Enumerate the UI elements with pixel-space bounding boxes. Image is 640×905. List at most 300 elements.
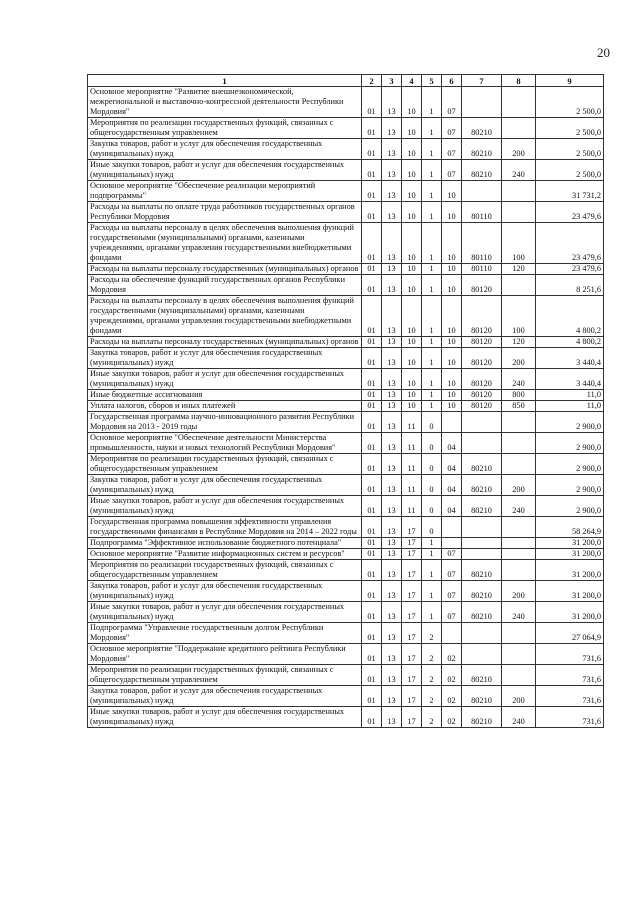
activity-code-cell: 02 (442, 686, 462, 707)
item-name-cell: Основное мероприятие "Развитие внешнеэкономической, межрегиональной и выставочно-конгрессной деятельности Республики Мордовия" (88, 87, 362, 118)
section-code-cell: 01 (362, 275, 382, 296)
expense-type-code-cell (502, 538, 536, 549)
subprogram-code-cell: 1 (422, 401, 442, 412)
direction-code-cell (462, 538, 502, 549)
item-name-cell: Иные закупки товаров, работ и услуг для обеспечения государственных (муниципальных) нужд (88, 602, 362, 623)
activity-code-cell: 07 (442, 602, 462, 623)
amount-cell: 23 479,6 (536, 264, 604, 275)
activity-code-cell: 07 (442, 160, 462, 181)
activity-code-cell: 10 (442, 390, 462, 401)
item-name-cell: Иные бюджетные ассигнования (88, 390, 362, 401)
budget-table (87, 74, 604, 728)
subprogram-code-cell: 1 (422, 348, 442, 369)
subprogram-code-cell: 1 (422, 296, 442, 337)
column-header-5: 5 (422, 75, 442, 87)
section-code-cell: 01 (362, 581, 382, 602)
table-row (88, 401, 604, 412)
section-code-cell: 01 (362, 223, 382, 264)
column-header-1: 1 (88, 75, 362, 87)
item-name-cell: Основное мероприятие "Поддержание кредитного рейтинга Республики Мордовия" (88, 644, 362, 665)
expense-type-code-cell: 100 (502, 296, 536, 337)
subprogram-code-cell: 1 (422, 369, 442, 390)
page-number: 20 (597, 45, 610, 60)
item-name-cell: Расходы на выплаты персоналу государственных (муниципальных) органов (88, 264, 362, 275)
activity-code-cell: 10 (442, 296, 462, 337)
table-row (88, 202, 604, 223)
program-code-cell: 11 (402, 412, 422, 433)
subprogram-code-cell: 0 (422, 412, 442, 433)
subsection-code-cell: 13 (382, 118, 402, 139)
activity-code-cell (442, 412, 462, 433)
direction-code-cell: 80120 (462, 401, 502, 412)
amount-cell: 8 251,6 (536, 275, 604, 296)
amount-cell: 27 064,9 (536, 623, 604, 644)
section-code-cell: 01 (362, 454, 382, 475)
section-code-cell: 01 (362, 369, 382, 390)
subprogram-code-cell: 1 (422, 275, 442, 296)
table-row (88, 87, 604, 118)
activity-code-cell: 10 (442, 369, 462, 390)
section-code-cell: 01 (362, 160, 382, 181)
amount-cell: 2 900,0 (536, 496, 604, 517)
expense-type-code-cell: 200 (502, 581, 536, 602)
subprogram-code-cell: 0 (422, 475, 442, 496)
expense-type-code-cell: 240 (502, 496, 536, 517)
program-code-cell: 10 (402, 223, 422, 264)
amount-cell: 2 900,0 (536, 454, 604, 475)
expense-type-code-cell (502, 644, 536, 665)
activity-code-cell (442, 517, 462, 538)
expense-type-code-cell: 200 (502, 686, 536, 707)
activity-code-cell: 04 (442, 475, 462, 496)
section-code-cell: 01 (362, 665, 382, 686)
amount-cell: 2 900,0 (536, 412, 604, 433)
item-name-cell: Мероприятия по реализации государственных функций, связанных с общегосударственным управлением (88, 118, 362, 139)
column-header-9: 9 (536, 75, 604, 87)
expense-type-code-cell: 240 (502, 707, 536, 728)
subprogram-code-cell: 1 (422, 549, 442, 560)
table-row (88, 644, 604, 665)
program-code-cell: 17 (402, 665, 422, 686)
section-code-cell: 01 (362, 390, 382, 401)
item-name-cell: Мероприятия по реализации государственных функций, связанных с общегосударственным управлением (88, 454, 362, 475)
section-code-cell: 01 (362, 202, 382, 223)
table-row (88, 433, 604, 454)
subprogram-code-cell: 0 (422, 517, 442, 538)
section-code-cell: 01 (362, 623, 382, 644)
item-name-cell: Основное мероприятие "Развитие информационных систем и ресурсов" (88, 549, 362, 560)
activity-code-cell: 07 (442, 549, 462, 560)
program-code-cell: 17 (402, 560, 422, 581)
program-code-cell: 10 (402, 390, 422, 401)
amount-cell: 31 200,0 (536, 538, 604, 549)
activity-code-cell (442, 623, 462, 644)
program-code-cell: 17 (402, 644, 422, 665)
direction-code-cell: 80210 (462, 496, 502, 517)
direction-code-cell: 80120 (462, 275, 502, 296)
item-name-cell: Мероприятия по реализации государственных функций, связанных с общегосударственным управлением (88, 665, 362, 686)
program-code-cell: 17 (402, 549, 422, 560)
column-header-2: 2 (362, 75, 382, 87)
item-name-cell: Основное мероприятие "Обеспечение реализации мероприятий подпрограммы" (88, 181, 362, 202)
subsection-code-cell: 13 (382, 707, 402, 728)
expense-type-code-cell: 240 (502, 160, 536, 181)
subprogram-code-cell: 2 (422, 623, 442, 644)
column-header-3: 3 (382, 75, 402, 87)
header-row (88, 75, 604, 87)
subprogram-code-cell: 1 (422, 87, 442, 118)
section-code-cell: 01 (362, 412, 382, 433)
subprogram-code-cell: 2 (422, 707, 442, 728)
section-code-cell: 01 (362, 139, 382, 160)
section-code-cell: 01 (362, 433, 382, 454)
subsection-code-cell: 13 (382, 686, 402, 707)
program-code-cell: 17 (402, 517, 422, 538)
subprogram-code-cell: 1 (422, 560, 442, 581)
table-row (88, 538, 604, 549)
direction-code-cell: 80110 (462, 223, 502, 264)
direction-code-cell: 80210 (462, 139, 502, 160)
direction-code-cell: 80210 (462, 160, 502, 181)
program-code-cell: 10 (402, 160, 422, 181)
item-name-cell: Иные закупки товаров, работ и услуг для обеспечения государственных (муниципальных) нужд (88, 707, 362, 728)
subsection-code-cell: 13 (382, 87, 402, 118)
activity-code-cell: 10 (442, 337, 462, 348)
section-code-cell: 01 (362, 644, 382, 665)
direction-code-cell: 80120 (462, 390, 502, 401)
amount-cell: 31 200,0 (536, 602, 604, 623)
activity-code-cell: 10 (442, 348, 462, 369)
direction-code-cell: 80210 (462, 454, 502, 475)
expense-type-code-cell: 240 (502, 369, 536, 390)
subsection-code-cell: 13 (382, 202, 402, 223)
section-code-cell: 01 (362, 549, 382, 560)
direction-code-cell: 80210 (462, 602, 502, 623)
subsection-code-cell: 13 (382, 296, 402, 337)
table-row (88, 337, 604, 348)
expense-type-code-cell (502, 623, 536, 644)
subsection-code-cell: 13 (382, 433, 402, 454)
activity-code-cell: 02 (442, 665, 462, 686)
table-row (88, 412, 604, 433)
amount-cell: 2 500,0 (536, 118, 604, 139)
item-name-cell: Закупка товаров, работ и услуг для обеспечения государственных (муниципальных) нужд (88, 475, 362, 496)
column-header-4: 4 (402, 75, 422, 87)
section-code-cell: 01 (362, 87, 382, 118)
subsection-code-cell: 13 (382, 348, 402, 369)
direction-code-cell: 80110 (462, 264, 502, 275)
expense-type-code-cell: 200 (502, 475, 536, 496)
item-name-cell: Уплата налогов, сборов и иных платежей (88, 401, 362, 412)
activity-code-cell: 10 (442, 264, 462, 275)
subsection-code-cell: 13 (382, 369, 402, 390)
subprogram-code-cell: 2 (422, 644, 442, 665)
amount-cell: 3 440,4 (536, 348, 604, 369)
amount-cell: 31 200,0 (536, 560, 604, 581)
amount-cell: 731,6 (536, 644, 604, 665)
subsection-code-cell: 13 (382, 401, 402, 412)
activity-code-cell: 04 (442, 496, 462, 517)
subprogram-code-cell: 1 (422, 202, 442, 223)
item-name-cell: Расходы на выплаты по оплате труда работников государственных органов Республики Мордовия (88, 202, 362, 223)
table-row (88, 296, 604, 337)
section-code-cell: 01 (362, 602, 382, 623)
item-name-cell: Подпрограмма "Управление государственным долгом Республики Мордовия" (88, 623, 362, 644)
table-row (88, 139, 604, 160)
activity-code-cell: 10 (442, 223, 462, 264)
subsection-code-cell: 13 (382, 275, 402, 296)
table-row (88, 390, 604, 401)
direction-code-cell: 80210 (462, 475, 502, 496)
expense-type-code-cell: 800 (502, 390, 536, 401)
amount-cell: 31 731,2 (536, 181, 604, 202)
amount-cell: 2 500,0 (536, 160, 604, 181)
direction-code-cell: 80110 (462, 202, 502, 223)
expense-type-code-cell (502, 275, 536, 296)
expense-type-code-cell: 120 (502, 264, 536, 275)
section-code-cell: 01 (362, 538, 382, 549)
item-name-cell: Расходы на выплаты персоналу в целях обеспечения выполнения функций государственными (муниципальными) органами, казенными учреждениями, органами управления государственными внебюджетными фондами (88, 296, 362, 337)
expense-type-code-cell (502, 118, 536, 139)
section-code-cell: 01 (362, 707, 382, 728)
program-code-cell: 10 (402, 348, 422, 369)
section-code-cell: 01 (362, 686, 382, 707)
subprogram-code-cell: 0 (422, 433, 442, 454)
program-code-cell: 17 (402, 581, 422, 602)
expense-type-code-cell (502, 202, 536, 223)
expense-type-code-cell: 200 (502, 348, 536, 369)
subsection-code-cell: 13 (382, 337, 402, 348)
subsection-code-cell: 13 (382, 644, 402, 665)
activity-code-cell: 02 (442, 707, 462, 728)
table-row (88, 707, 604, 728)
program-code-cell: 17 (402, 602, 422, 623)
subprogram-code-cell: 1 (422, 538, 442, 549)
amount-cell: 731,6 (536, 686, 604, 707)
item-name-cell: Иные закупки товаров, работ и услуг для обеспечения государственных (муниципальных) нужд (88, 496, 362, 517)
subsection-code-cell: 13 (382, 454, 402, 475)
amount-cell: 2 500,0 (536, 87, 604, 118)
activity-code-cell: 10 (442, 275, 462, 296)
item-name-cell: Расходы на выплаты персоналу государственных (муниципальных) органов (88, 337, 362, 348)
amount-cell: 3 440,4 (536, 369, 604, 390)
subprogram-code-cell: 1 (422, 223, 442, 264)
activity-code-cell: 10 (442, 401, 462, 412)
table-row (88, 275, 604, 296)
subsection-code-cell: 13 (382, 390, 402, 401)
item-name-cell: Закупка товаров, работ и услуг для обеспечения государственных (муниципальных) нужд (88, 348, 362, 369)
direction-code-cell (462, 412, 502, 433)
table-row (88, 560, 604, 581)
table-row (88, 665, 604, 686)
direction-code-cell: 80120 (462, 337, 502, 348)
amount-cell: 58 264,9 (536, 517, 604, 538)
table-row (88, 496, 604, 517)
table-row (88, 181, 604, 202)
item-name-cell: Закупка товаров, работ и услуг для обеспечения государственных (муниципальных) нужд (88, 139, 362, 160)
amount-cell: 31 200,0 (536, 549, 604, 560)
expense-type-code-cell: 120 (502, 337, 536, 348)
subsection-code-cell: 13 (382, 475, 402, 496)
program-code-cell: 17 (402, 538, 422, 549)
subprogram-code-cell: 0 (422, 496, 442, 517)
program-code-cell: 10 (402, 118, 422, 139)
item-name-cell: Иные закупки товаров, работ и услуг для обеспечения государственных (муниципальных) нужд (88, 369, 362, 390)
section-code-cell: 01 (362, 496, 382, 517)
column-header-7: 7 (462, 75, 502, 87)
program-code-cell: 10 (402, 139, 422, 160)
direction-code-cell: 80210 (462, 686, 502, 707)
section-code-cell: 01 (362, 560, 382, 581)
direction-code-cell (462, 623, 502, 644)
direction-code-cell (462, 181, 502, 202)
program-code-cell: 17 (402, 707, 422, 728)
program-code-cell: 17 (402, 623, 422, 644)
item-name-cell: Закупка товаров, работ и услуг для обеспечения государственных (муниципальных) нужд (88, 581, 362, 602)
table-row (88, 549, 604, 560)
table-body (88, 87, 604, 728)
table-header (88, 75, 604, 87)
subprogram-code-cell: 0 (422, 454, 442, 475)
subsection-code-cell: 13 (382, 517, 402, 538)
direction-code-cell: 80210 (462, 707, 502, 728)
program-code-cell: 10 (402, 275, 422, 296)
item-name-cell: Мероприятия по реализации государственных функций, связанных с общегосударственным управлением (88, 560, 362, 581)
column-header-8: 8 (502, 75, 536, 87)
direction-code-cell: 80120 (462, 348, 502, 369)
amount-cell: 31 200,0 (536, 581, 604, 602)
activity-code-cell: 04 (442, 433, 462, 454)
amount-cell: 2 900,0 (536, 433, 604, 454)
item-name-cell: Иные закупки товаров, работ и услуг для обеспечения государственных (муниципальных) нужд (88, 160, 362, 181)
expense-type-code-cell: 240 (502, 602, 536, 623)
subprogram-code-cell: 1 (422, 139, 442, 160)
subsection-code-cell: 13 (382, 665, 402, 686)
direction-code-cell: 80210 (462, 118, 502, 139)
section-code-cell: 01 (362, 475, 382, 496)
program-code-cell: 10 (402, 264, 422, 275)
expense-type-code-cell (502, 433, 536, 454)
expense-type-code-cell (502, 560, 536, 581)
subsection-code-cell: 13 (382, 560, 402, 581)
program-code-cell: 10 (402, 337, 422, 348)
subsection-code-cell: 13 (382, 581, 402, 602)
program-code-cell: 11 (402, 496, 422, 517)
subprogram-code-cell: 2 (422, 686, 442, 707)
amount-cell: 2 500,0 (536, 139, 604, 160)
amount-cell: 731,6 (536, 665, 604, 686)
item-name-cell: Расходы на выплаты персоналу в целях обеспечения выполнения функций государственными (муниципальными) органами, казенными учреждениями, органами управления государственными внебюджетными фондами (88, 223, 362, 264)
amount-cell: 11,0 (536, 390, 604, 401)
section-code-cell: 01 (362, 181, 382, 202)
direction-code-cell: 80210 (462, 581, 502, 602)
amount-cell: 23 479,6 (536, 202, 604, 223)
subsection-code-cell: 13 (382, 160, 402, 181)
table-row (88, 264, 604, 275)
direction-code-cell (462, 87, 502, 118)
amount-cell: 23 479,6 (536, 223, 604, 264)
item-name-cell: Основное мероприятие "Обеспечение деятельности Министерства промышленности, науки и новых технологий Республики Мордовия" (88, 433, 362, 454)
program-code-cell: 10 (402, 87, 422, 118)
table-row (88, 348, 604, 369)
activity-code-cell: 07 (442, 139, 462, 160)
subsection-code-cell: 13 (382, 264, 402, 275)
expense-type-code-cell: 850 (502, 401, 536, 412)
item-name-cell: Государственная программа повышения эффективности управления государственными финансами в Республике Мордовия на 2014 – 2022 годы (88, 517, 362, 538)
program-code-cell: 11 (402, 433, 422, 454)
expense-type-code-cell (502, 454, 536, 475)
subprogram-code-cell: 2 (422, 665, 442, 686)
direction-code-cell: 80120 (462, 369, 502, 390)
section-code-cell: 01 (362, 517, 382, 538)
program-code-cell: 10 (402, 202, 422, 223)
subsection-code-cell: 13 (382, 623, 402, 644)
subprogram-code-cell: 1 (422, 337, 442, 348)
program-code-cell: 10 (402, 401, 422, 412)
direction-code-cell (462, 433, 502, 454)
item-name-cell: Расходы на обеспечение функций государственных органов Республики Мордовия (88, 275, 362, 296)
amount-cell: 2 900,0 (536, 475, 604, 496)
subprogram-code-cell: 1 (422, 118, 442, 139)
activity-code-cell: 07 (442, 581, 462, 602)
column-header-6: 6 (442, 75, 462, 87)
direction-code-cell: 80210 (462, 665, 502, 686)
subprogram-code-cell: 1 (422, 160, 442, 181)
subsection-code-cell: 13 (382, 602, 402, 623)
program-code-cell: 11 (402, 475, 422, 496)
activity-code-cell: 07 (442, 87, 462, 118)
table-row (88, 369, 604, 390)
item-name-cell: Закупка товаров, работ и услуг для обеспечения государственных (муниципальных) нужд (88, 686, 362, 707)
table-row (88, 602, 604, 623)
table-row (88, 454, 604, 475)
program-code-cell: 11 (402, 454, 422, 475)
item-name-cell: Подпрограмма "Эффективное использование бюджетного потенциала" (88, 538, 362, 549)
section-code-cell: 01 (362, 401, 382, 412)
section-code-cell: 01 (362, 337, 382, 348)
subsection-code-cell: 13 (382, 181, 402, 202)
expense-type-code-cell: 200 (502, 139, 536, 160)
direction-code-cell: 80210 (462, 560, 502, 581)
direction-code-cell (462, 549, 502, 560)
expense-type-code-cell (502, 87, 536, 118)
table-row (88, 160, 604, 181)
program-code-cell: 10 (402, 296, 422, 337)
amount-cell: 731,6 (536, 707, 604, 728)
program-code-cell: 10 (402, 181, 422, 202)
subsection-code-cell: 13 (382, 496, 402, 517)
subprogram-code-cell: 1 (422, 181, 442, 202)
table-row (88, 686, 604, 707)
subprogram-code-cell: 1 (422, 581, 442, 602)
activity-code-cell: 10 (442, 181, 462, 202)
table-row (88, 475, 604, 496)
section-code-cell: 01 (362, 118, 382, 139)
section-code-cell: 01 (362, 348, 382, 369)
expense-type-code-cell: 100 (502, 223, 536, 264)
table-row (88, 581, 604, 602)
table-row (88, 623, 604, 644)
expense-type-code-cell (502, 517, 536, 538)
amount-cell: 11,0 (536, 401, 604, 412)
direction-code-cell (462, 644, 502, 665)
program-code-cell: 10 (402, 369, 422, 390)
subsection-code-cell: 13 (382, 139, 402, 160)
activity-code-cell: 04 (442, 454, 462, 475)
direction-code-cell: 80120 (462, 296, 502, 337)
table-row (88, 517, 604, 538)
subsection-code-cell: 13 (382, 412, 402, 433)
